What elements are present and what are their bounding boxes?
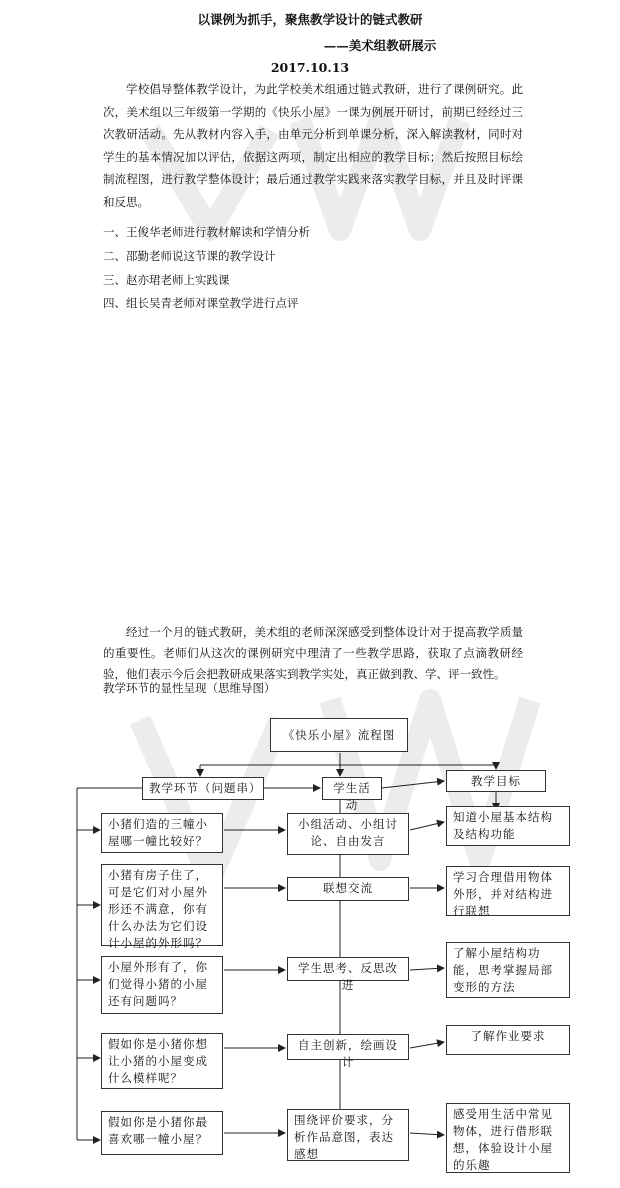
question-box-2: 小猪有房子住了，可是它们对小屋外形还不满意，你有什么办法为它们设计小屋的外形吗？ [101, 864, 223, 946]
question-box-1: 小猪们造的三幢小屋哪一幢比较好？ [101, 813, 223, 853]
step-item-3: 三、赵亦珺老师上实践课 [103, 273, 230, 287]
summary-paragraph: 经过一个月的链式教研，美术组的老师深深感受到整体设计对于提高教学质量的重要性。老师们从这次的课例研究中理清了一些教学思路，获取了点滴教研经验，他们表示今后会把教研成果落实到教学实处，真正做到教、学、评一致性。 [103, 625, 523, 681]
activity-box-2: 联想交流 [287, 877, 409, 901]
document-date: 2017.10.13 [270, 60, 350, 75]
step-item-2: 二、邵勤老师说这节课的教学设计 [103, 249, 276, 263]
flowchart-caption: 教学环节的显性呈现（思维导图） [103, 681, 276, 695]
header-student-activities: 学生活动 [322, 777, 382, 800]
step-item-1: 一、王俊华老师进行教材解读和学情分析 [103, 225, 310, 239]
header-teaching-steps: 教学环节（问题串） [142, 777, 264, 800]
activity-box-3: 学生思考、反思改进 [287, 957, 409, 981]
goal-box-2: 学习合理借用物体外形，并对结构进行联想 [446, 866, 570, 916]
question-box-4: 假如你是小猪你想让小猪的小屋变成什么模样呢？ [101, 1033, 223, 1089]
goal-box-4: 了解作业要求 [446, 1025, 570, 1055]
goal-box-3: 了解小屋结构功能，思考掌握局部变形的方法 [446, 942, 570, 998]
header-teaching-goals: 教学目标 [446, 770, 546, 792]
activity-box-4: 自主创新，绘画设计 [287, 1034, 409, 1060]
flowchart-title: 《快乐小屋》流程图 [270, 718, 408, 752]
question-box-5: 假如你是小猪你最喜欢哪一幢小屋？ [101, 1111, 223, 1155]
intro-paragraph: 学校倡导整体教学设计，为此学校美术组通过链式教研，进行了课例研究。此次，美术组以三年级第一学期的《快乐小屋》一课为例展开研讨，前期已经经过三次教研活动。先从教材内容入手，由单元分析到单课分析，深入解读教材，同时对学生的基本情况加以评估，依据这两项，制定出相应的教学目标；然后按照目标绘制流程图，进行教学整体设计；最后通过教学实践来落实教学目标，并且及时评课和反思。 [103, 82, 523, 209]
document-title: 以课例为抓手，聚焦教学设计的链式教研 [197, 12, 423, 27]
activity-box-5: 围绕评价要求，分析作品意图，表达感想 [287, 1109, 409, 1161]
goal-box-5: 感受用生活中常见物体，进行借形联想，体验设计小屋的乐趣 [446, 1103, 570, 1173]
step-item-4: 四、组长吴青老师对课堂教学进行点评 [103, 296, 299, 310]
goal-box-1: 知道小屋基本结构及结构功能 [446, 806, 570, 846]
activity-box-1: 小组活动、小组讨论、自由发言 [287, 813, 409, 855]
document-subtitle: ——美术组教研展示 [323, 38, 437, 53]
question-box-3: 小屋外形有了，你们觉得小猪的小屋还有问题吗？ [101, 956, 223, 1014]
